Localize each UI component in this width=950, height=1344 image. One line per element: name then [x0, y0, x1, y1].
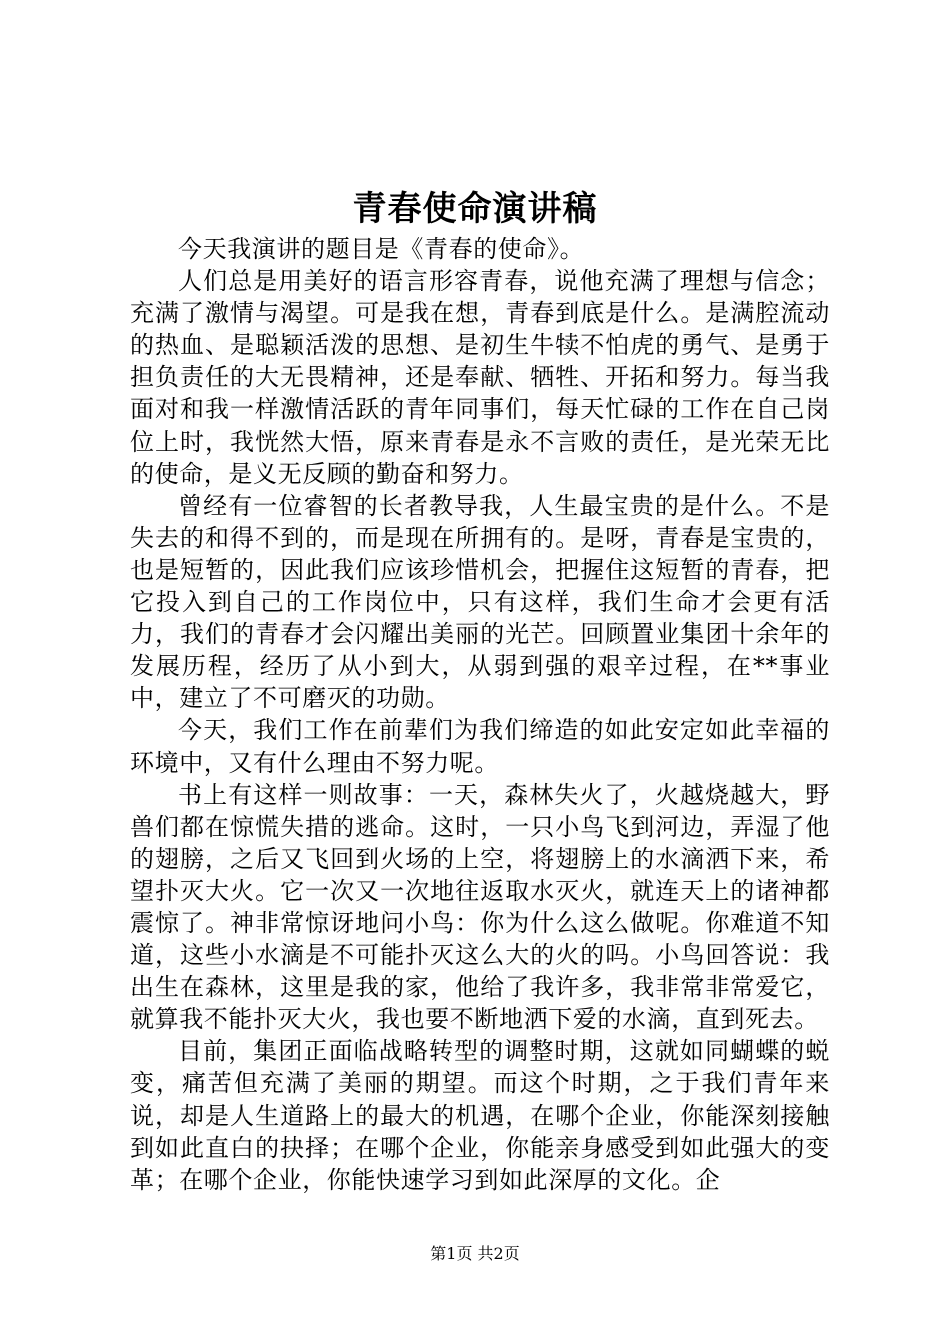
paragraph-4: 今天，我们工作在前辈们为我们缔造的如此安定如此幸福的环境中，又有什么理由不努力呢。 — [130, 716, 830, 777]
paragraph-6: 目前，集团正面临战略转型的调整时期，这就如同蝴蝶的蜕变，痛苦但充满了美丽的期望。而这个时期，之于我们青年来说，却是人生道路上的最大的机遇，在哪个企业，你能深刻接触到如此直白的抉择；在哪个企业，你能亲身感受到如此强大的变革；在哪个企业，你能快速学习到如此深厚的文化。企 — [130, 1037, 830, 1194]
paragraph-2: 人们总是用美好的语言形容青春，说他充满了理想与信念；充满了激情与渴望。可是我在想，青春到底是什么。是满腔流动的热血、是聪颖活泼的思想、是初生牛犊不怕虎的勇气、是勇于担负责任的大无畏精神，还是奉献、牺牲、开拓和努力。每当我面对和我一样激情活跃的青年同事们，每天忙碌的工作在自己岗位上时，我恍然大悟，原来青春是永不言败的责任，是光荣无比的使命，是义无反顾的勤奋和努力。 — [130, 267, 830, 488]
page-title: 青春使命演讲稿 — [352, 189, 598, 229]
paragraph-5: 书上有这样一则故事：一天，森林失火了，火越烧越大，野兽们都在惊慌失措的逃命。这时，一只小鸟飞到河边，弄湿了他的翅膀，之后又飞回到火场的上空，将翅膀上的水滴洒下来，希望扑灭大火。它一次又一次地往返取水灭火，就连天上的诸神都震惊了。神非常惊讶地问小鸟：你为什么这么做呢。你难道不知道，这些小水滴是不可能扑灭这么大的火的吗。小鸟回答说：我出生在森林，这里是我的家，他给了我许多，我非常非常爱它，就算我不能扑灭大火，我也要不断地洒下爱的水滴，直到死去。 — [130, 780, 830, 1034]
document-body — [130, 233, 830, 1196]
page-number-footer: 第1页 共2页 — [430, 1244, 520, 1263]
paragraph-3: 曾经有一位睿智的长者教导我，人生最宝贵的是什么。不是失去的和得不到的，而是现在所拥有的。是呀，青春是宝贵的，也是短暂的，因此我们应该珍惜机会，把握住这短暂的青春，把它投入到自己的工作岗位中，只有这样，我们生命才会更有活力，我们的青春才会闪耀出美丽的光芒。回顾置业集团十余年的发展历程，经历了从小到大，从弱到强的艰辛过程，在**事业中，建立了不可磨灭的功勋。 — [130, 491, 830, 713]
paragraph-1: 今天我演讲的题目是《青春的使命》。 — [178, 235, 585, 263]
